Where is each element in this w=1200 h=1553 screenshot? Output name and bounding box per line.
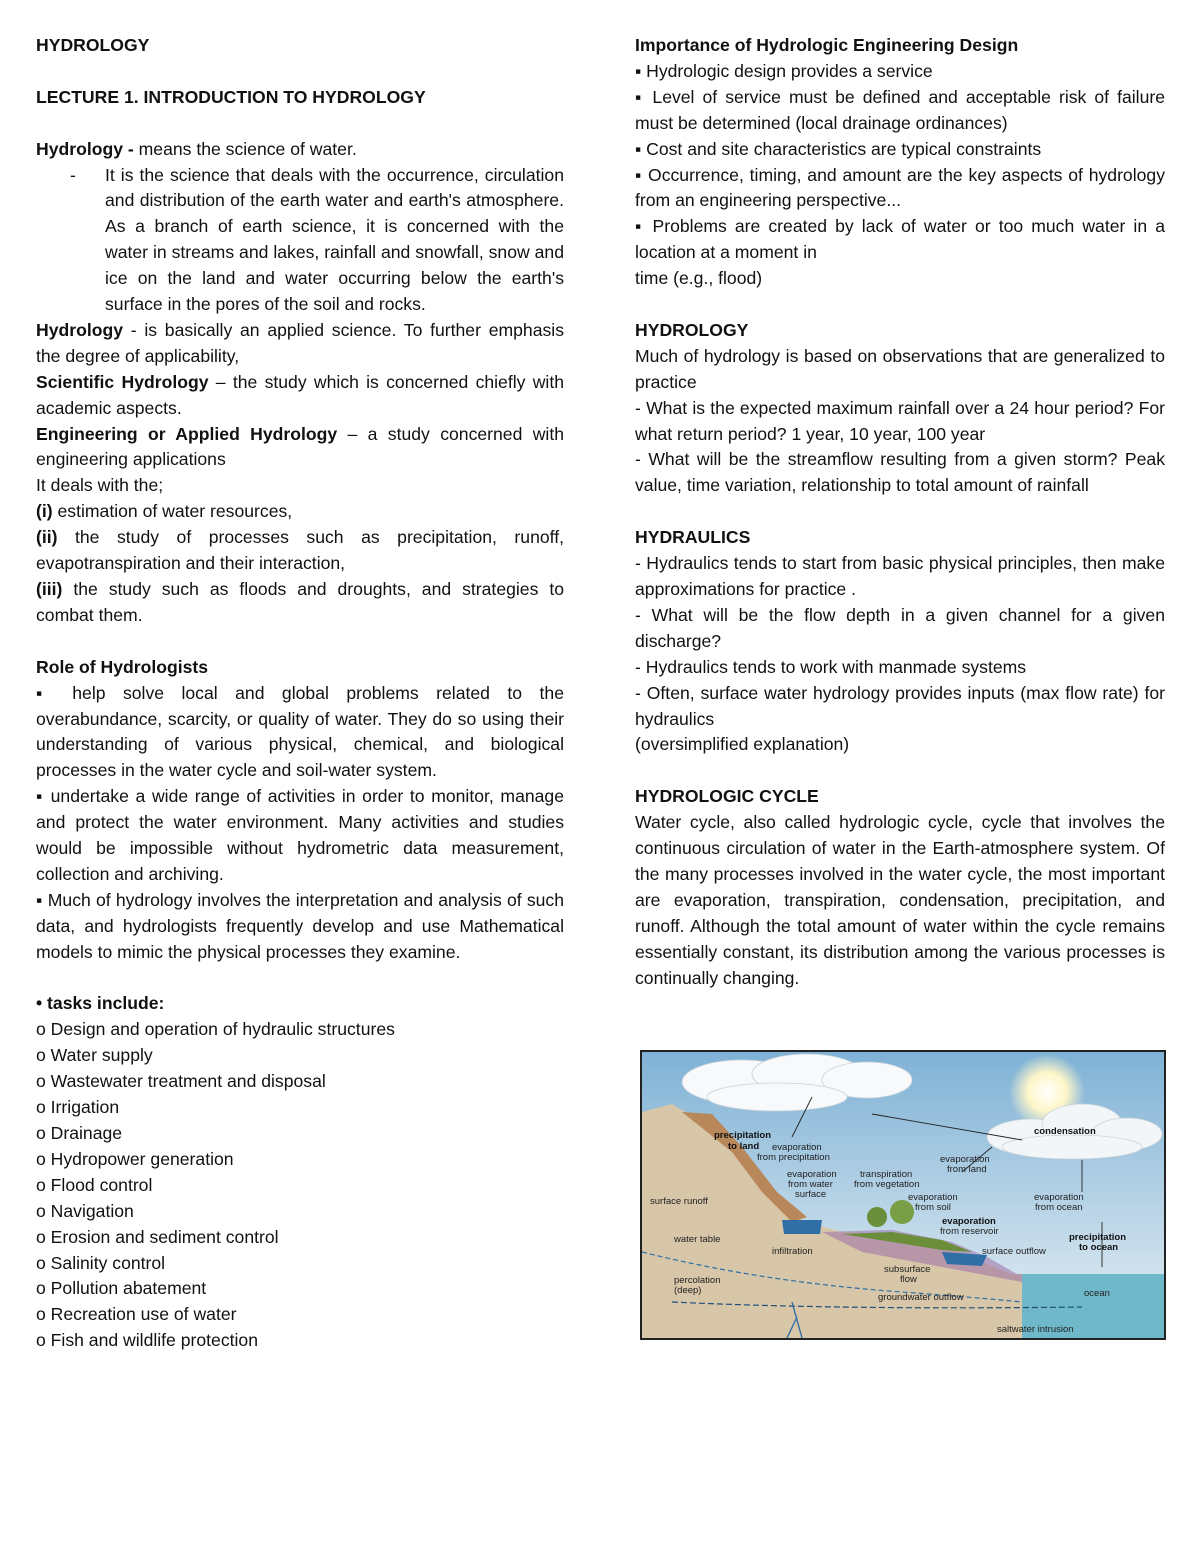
importance-bullet: ▪ Occurrence, timing, and amount are the key aspects of hydrology from an engineering perspective... xyxy=(635,164,1165,211)
label-precipitation-land: to land xyxy=(728,1141,760,1152)
label-percolation: percolation xyxy=(674,1275,721,1286)
hydrologic-cycle-diagram xyxy=(642,1052,1164,1338)
document-title: HYDROLOGY xyxy=(36,35,150,55)
label-subsurface-flow: subsurface xyxy=(884,1264,931,1275)
task-item: o Drainage xyxy=(36,1123,123,1143)
label-surface-runoff: surface runoff xyxy=(650,1196,708,1207)
task-item: o Recreation use of water xyxy=(36,1304,237,1325)
task-item: o Flood control xyxy=(36,1174,153,1195)
label-evaporation-water: evaporation xyxy=(787,1169,837,1180)
label-infiltration: infiltration xyxy=(772,1246,813,1257)
task-item: o Hydropower generation xyxy=(36,1148,234,1169)
definition-text: - is basically an applied science. To further emphasis the degree of applicability, xyxy=(36,319,564,366)
importance-bullet: ▪ Problems are created by lack of water or too much water in a location at a moment in xyxy=(635,216,1165,263)
task-item: o Irrigation xyxy=(36,1097,120,1118)
label-groundwater-outflow: groundwater outflow xyxy=(878,1292,964,1303)
label-evaporation-water: from water xyxy=(788,1179,833,1190)
importance-tail: time (e.g., flood) xyxy=(635,268,763,289)
definition-text: means the science of water. xyxy=(133,138,357,159)
lecture-heading: LECTURE 1. INTRODUCTION TO HYDROLOGY xyxy=(36,86,426,107)
label-evaporation-water: surface xyxy=(795,1189,827,1200)
item-text: the study such as floods and droughts, and strategies to combat them. xyxy=(36,579,564,625)
task-item: o Navigation xyxy=(36,1200,134,1221)
left-column xyxy=(36,33,564,1354)
label-evaporation-ocean: evaporation xyxy=(1034,1192,1084,1203)
lake xyxy=(782,1220,822,1234)
definition-text: – the study which is concerned chiefly with academic aspects. xyxy=(36,371,565,418)
task-item: o Water supply xyxy=(36,1045,153,1066)
task-item: o Pollution abatement xyxy=(36,1278,207,1299)
label-subsurface-flow: flow xyxy=(900,1274,917,1285)
hydraulics-line: (oversimplified explanation) xyxy=(635,734,850,755)
label-precipitation-land: precipitation xyxy=(714,1130,772,1141)
label-ocean: ocean xyxy=(1084,1288,1110,1299)
item-text: estimation of water resources, xyxy=(52,501,293,522)
engineering-hydrology-paragraph xyxy=(36,422,564,474)
tree xyxy=(890,1200,914,1224)
label-evaporation-reservoir: evaporation xyxy=(942,1216,996,1227)
scientific-hydrology-paragraph xyxy=(36,370,564,422)
hydraulics-line: - What will be the flow depth in a given channel for a given discharge? xyxy=(635,604,1165,651)
numbered-item-iii xyxy=(36,577,564,629)
item-text: the study of processes such as precipitation, runoff, evapotranspiration and their interaction, xyxy=(36,527,564,574)
label-precipitation-ocean: precipitation xyxy=(1069,1232,1127,1243)
hydrology-line: Much of hydrology is based on observations that are generalized to practice xyxy=(635,345,1165,392)
item-label: (i) xyxy=(36,501,53,522)
label-evaporation-precipitation: evaporation xyxy=(772,1142,822,1153)
hydraulics-line: - Often, surface water hydrology provides inputs (max flow rate) for hydraulics xyxy=(635,682,1165,729)
task-item: o Salinity control xyxy=(36,1252,166,1273)
label-transpiration: from vegetation xyxy=(854,1179,920,1190)
applied-science-paragraph xyxy=(36,318,564,370)
importance-heading: Importance of Hydrologic Engineering Design xyxy=(635,35,1019,55)
hydraulics-heading: HYDRAULICS xyxy=(635,527,751,548)
label-evaporation-soil: evaporation xyxy=(908,1192,958,1203)
role-bullet: ▪ undertake a wide range of activities in order to monitor, manage and protect the water environment. Many activities and studies would be impossible without hydrometric data measurement, collection and archiving. xyxy=(36,786,564,884)
importance-bullet: ▪ Cost and site characteristics are typical constraints xyxy=(635,138,1042,159)
dash-item-text: It is the science that deals with the occurrence, circulation and distribution of the earth water and earth's atmosphere. As a branch of earth science, it is concerned with the water in streams and lakes, rainfall and snowfall, snow and ice on the land and water occurring below the earth's surface in the pores of the soil and rocks. xyxy=(105,164,564,315)
definition-term: Scientific Hydrology xyxy=(36,371,209,392)
deals-with-line: It deals with the; xyxy=(36,475,164,496)
hydrology-heading: HYDROLOGY xyxy=(635,319,749,340)
task-item: o Wastewater treatment and disposal xyxy=(36,1071,326,1092)
hydraulics-line: - Hydraulics tends to work with manmade systems xyxy=(635,656,1027,677)
task-item: o Design and operation of hydraulic structures xyxy=(36,1019,395,1040)
label-evaporation-land: from land xyxy=(947,1164,987,1175)
label-evaporation-precipitation: from precipitation xyxy=(757,1152,830,1163)
definition-term: Hydrology xyxy=(36,319,123,340)
label-transpiration: transpiration xyxy=(860,1169,913,1180)
dash-marker: - xyxy=(70,164,76,185)
definition-term: Hydrology - xyxy=(36,138,134,159)
tree xyxy=(867,1207,887,1227)
role-heading: Role of Hydrologists xyxy=(36,656,209,677)
label-saltwater-intrusion: saltwater intrusion xyxy=(997,1324,1074,1335)
dash-list-item xyxy=(70,163,564,318)
label-precipitation-ocean: to ocean xyxy=(1079,1242,1119,1253)
task-item: o Fish and wildlife protection xyxy=(36,1330,258,1351)
hydrology-line: - What is the expected maximum rainfall over a 24 hour period? For what return period? 1 year, 10 year, 100 year xyxy=(635,397,1165,444)
numbered-item-ii xyxy=(36,525,564,577)
hydraulics-line: - Hydraulics tends to start from basic physical principles, then make approximations for practice . xyxy=(635,553,1165,599)
label-surface-outflow: surface outflow xyxy=(982,1246,1046,1257)
label-evaporation-land: evaporation xyxy=(940,1154,990,1165)
label-water-table: water table xyxy=(674,1234,721,1245)
label-percolation: (deep) xyxy=(674,1285,702,1296)
numbered-item-i xyxy=(36,499,564,525)
hydrologic-cycle-figure xyxy=(640,1050,1166,1340)
definition-term: Engineering or Applied Hydrology xyxy=(36,423,338,444)
label-evaporation-ocean: from ocean xyxy=(1035,1202,1083,1213)
tasks-heading: • tasks include: xyxy=(36,993,165,1014)
importance-bullet: ▪ Hydrologic design provides a service xyxy=(635,60,933,81)
cycle-heading: HYDROLOGIC CYCLE xyxy=(635,786,819,807)
task-item: o Erosion and sediment control xyxy=(36,1226,279,1247)
hydrology-line: - What will be the streamflow resulting from a given storm? Peak value, time variation, relationship to total amount of rainfall xyxy=(635,449,1165,496)
importance-bullet: ▪ Level of service must be defined and acceptable risk of failure must be determined (local drainage ordinances) xyxy=(635,86,1165,133)
definition-text: – a study concerned with engineering applications xyxy=(36,423,564,470)
hydrology-definition xyxy=(36,137,564,163)
item-label: (iii) xyxy=(36,579,63,599)
right-column xyxy=(635,33,1165,991)
label-condensation: condensation xyxy=(1034,1126,1096,1137)
role-bullet: ▪ help solve local and global problems related to the overabundance, scarcity, or quality of water. They do so using their understanding of various physical, chemical, and biological processes in the water cycle and soil-water system. xyxy=(36,682,564,781)
cycle-paragraph: Water cycle, also called hydrologic cycle, cycle that involves the continuous circulation of water in the Earth-atmosphere system. Of the many processes involved in the water cycle, the most important are evaporation, transpiration, condensation, precipitation, and runoff. Although the total amount of water within the cycle remains essentially constant, its distribution among the various processes is continually changing. xyxy=(635,812,1165,988)
label-evaporation-reservoir: from reservoir xyxy=(940,1226,999,1237)
role-bullet: ▪ Much of hydrology involves the interpretation and analysis of such data, and hydrologists frequently develop and use Mathematical models to mimic the physical processes they examine. xyxy=(36,889,564,962)
label-evaporation-soil: from soil xyxy=(915,1202,951,1213)
item-label: (ii) xyxy=(36,527,58,548)
